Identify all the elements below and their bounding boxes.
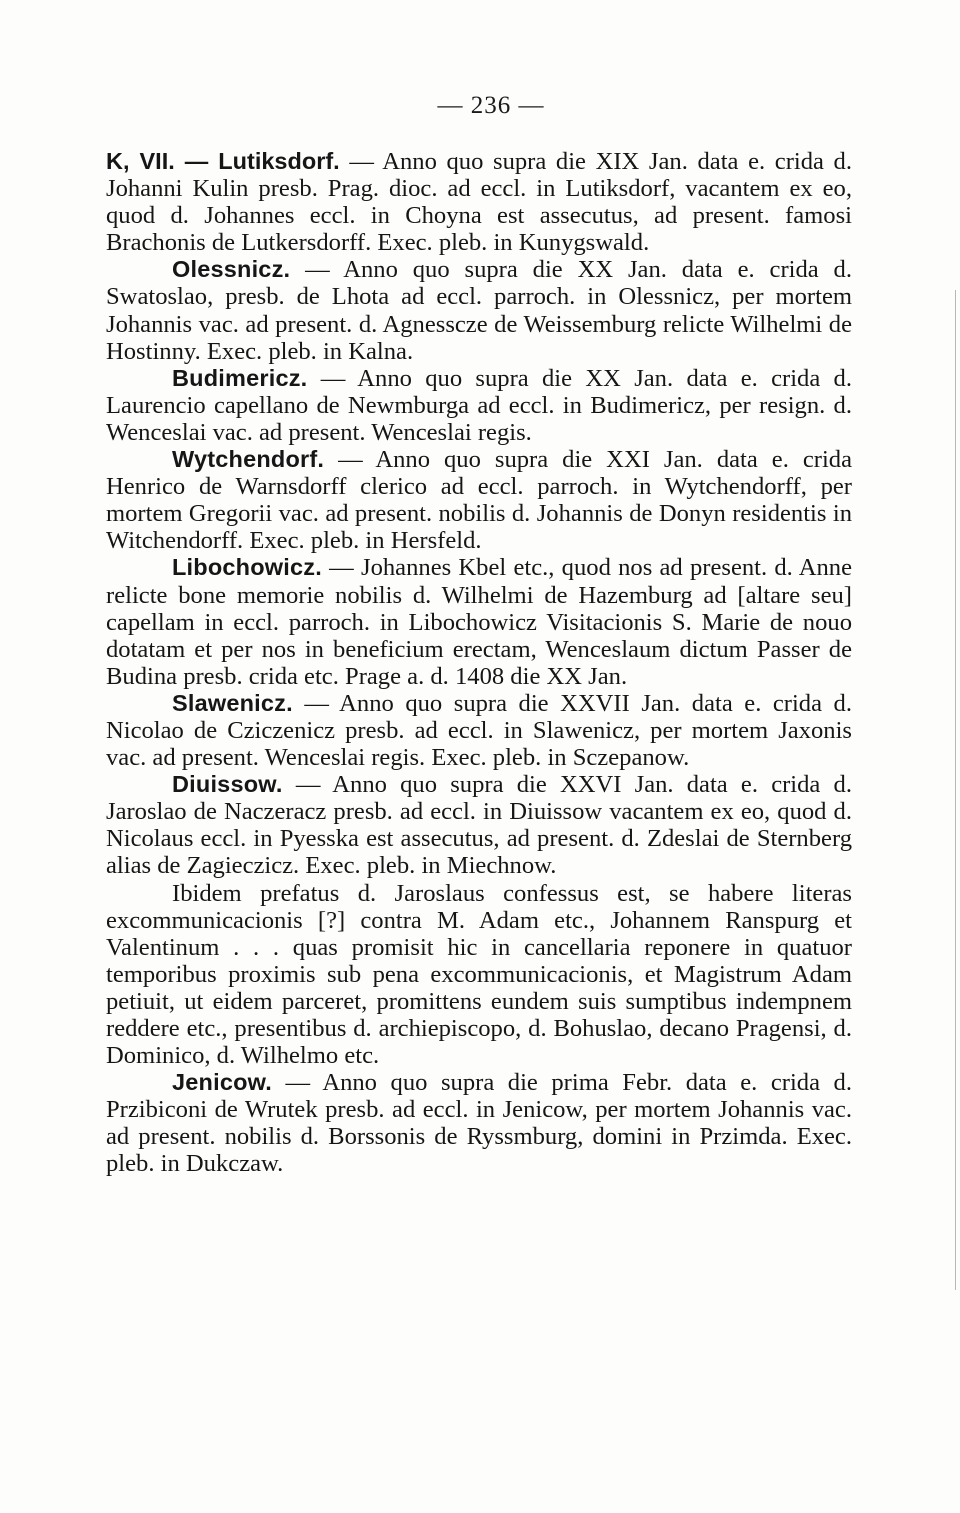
entry-text: — Anno quo supra die XIX Jan. data e. crida d. Johanni Kulin presb. Prag. dioc. ad eccl. in Lutiksdorf, vacantem ex eo, quod d. Johannes eccl. in Choyna est assecutus, ad present. famosi Brachonis de Lutkersdorff. Exec. pleb. in Kunygswald.: [106, 148, 853, 257]
entry-wytchendorf: [106, 446, 852, 554]
entry-diuissow: [106, 771, 852, 879]
entry-text: — Anno quo supra die XX Jan. data e. crida d. Swatoslao, presb. de Lhota ad eccl. parroch. in Olessnicz, per mortem Johannis vac. ad present. d. Agnesscze de Weissemburg relicte Wilhelmi de Hostinny. Exec. pleb. in Kalna.: [106, 256, 852, 365]
page-number: — 236 —: [437, 92, 545, 119]
entry-budimericz: [106, 365, 852, 446]
entry-olessnicz: [106, 256, 852, 364]
page-body: [106, 148, 852, 1178]
entry-heading: K, VII. — Lutiksdorf.: [106, 148, 340, 174]
entry-libochowicz: [106, 554, 852, 689]
entry-heading: Libochowicz.: [172, 554, 322, 581]
entry-text: — Anno quo supra die XXVI Jan. data e. crida d. Jaroslao de Naczeracz presb. ad eccl. in Diuissow vacantem ex eo, quod d. Nicolaus eccl. in Pyesska est assecutus, ad present. d. Zdeslai de Sternberg alias de Zagieczicz. Exec. pleb. in Miechnow.: [106, 771, 852, 880]
entry-lutiksdorf: [106, 148, 852, 256]
entry-text: — Anno quo supra die prima Febr. data e. crida d. Przibiconi de Wrutek presb. ad eccl. in Jenicow, per mortem Johannis vac. ad present. nobilis d. Borssonis de Ryssmburg, domini in Przimda. Exec. pleb. in Dukczaw.: [106, 1069, 852, 1178]
entry-slawenicz: [106, 690, 852, 771]
entry-text: — Anno quo supra die XXVII Jan. data e. crida d. Nicolao de Cziczenicz presb. ad eccl. in Slawenicz, per mortem Jaxonis vac. ad present. Wenceslai regis. Exec. pleb. in Sczepanow.: [106, 689, 852, 772]
scan-edge-line: [955, 290, 956, 1290]
entry-heading: Olessnicz.: [172, 256, 291, 283]
entry-text: Ibidem prefatus d. Jaroslaus confessus est, se habere literas excommunicacionis [?] contra M. Adam etc., Johannem Ranspurg et Valentinum . . . quas promisit hic in cancellaria reponere in quatuor temporibus proximis sub pena excommunicacionis, et Magistrum Adam petiuit, ut eidem parceret, promittens eundem suis sumptibus indempnem reddere etc., presentibus d. archiepiscopo, d. Bohuslao, decano Pragensi, d. Dominico, d. Wilhelmo etc.: [106, 879, 852, 1070]
entry-heading: Slawenicz.: [172, 689, 293, 716]
entry-heading: Budimericz.: [172, 364, 308, 391]
entry-heading: Diuissow.: [172, 771, 283, 798]
entry-text: — Anno quo supra die XX Jan. data e. crida d. Laurencio capellano de Newmburga ad eccl. in Budimericz, per resign. d. Wenceslai vac. ad present. Wenceslai regis.: [106, 364, 852, 446]
entry-text: — Anno quo supra die XXI Jan. data e. crida Henrico de Warnsdorff clerico ad eccl. parroch. in Wytchendorff, per mortem Gregorii vac. ad present. nobilis d. Johannis de Donyn residentis in Witchendorff. Exec. pleb. in Hersfeld.: [106, 446, 852, 555]
entry-heading: Wytchendorf.: [172, 446, 325, 473]
entry-ibidem-note: [106, 880, 852, 1070]
entry-jenicow: [106, 1069, 852, 1177]
entry-text: — Johannes Kbel etc., quod nos ad present. d. Anne relicte bone memorie nobilis d. Wilhelmi de Hazemburg ad [altare seu] capellam in eccl. parroch. in Libochowicz Visitacionis S. Marie de nouo dotatam et per nos in beneficium erectam, Wenceslaum dictum Passer de Budina presb. crida etc. Prage a. d. 1408 die XX Jan.: [106, 554, 852, 690]
entry-heading: Jenicow.: [172, 1069, 272, 1096]
